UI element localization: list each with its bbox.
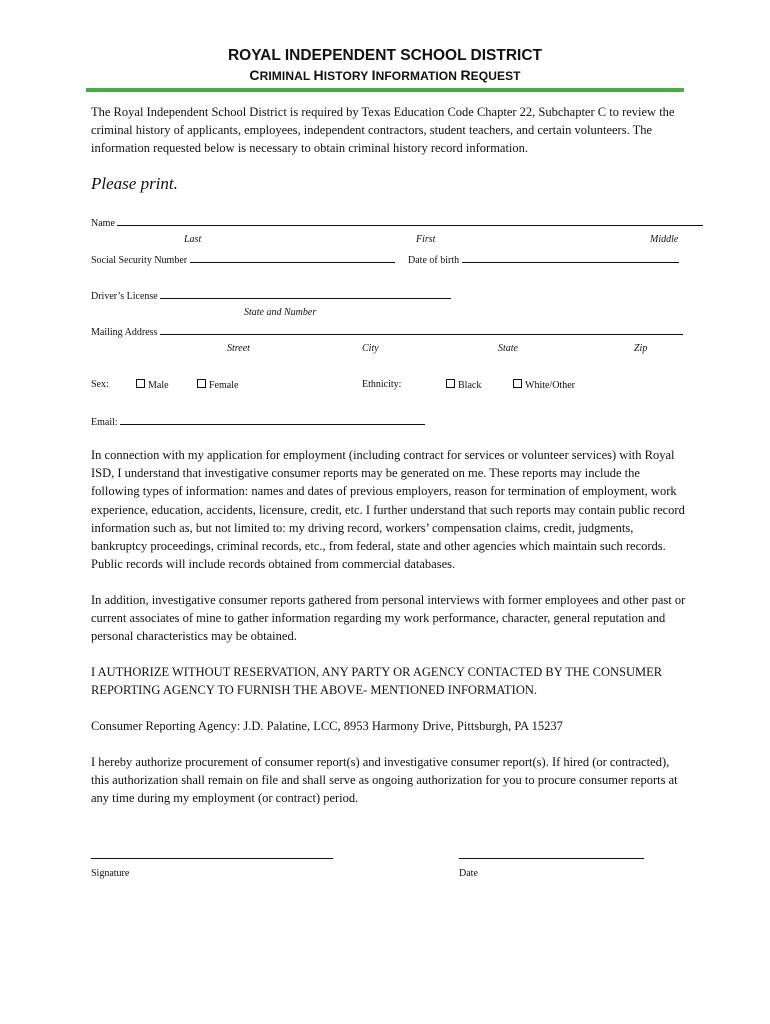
name-field-row	[91, 216, 703, 229]
please-print-note: Please print.	[91, 174, 178, 193]
drivers-license-label: Driver’s License	[91, 291, 158, 302]
email-label: Email:	[91, 417, 118, 428]
subtitle-word: REQUEST	[460, 67, 521, 83]
name-input-line[interactable]	[117, 216, 703, 226]
consent-paragraph-2: In addition, investigative consumer reports gathered from personal interviews with former employees and other past or current associates of mine to gather information regarding my work performance, character, general reputation and personal characteristics may be obtained.	[91, 593, 686, 644]
ssn-input-line[interactable]	[190, 253, 395, 263]
drivers-license-sublabel: State and Number	[244, 307, 317, 318]
drivers-license-input-line[interactable]	[160, 289, 451, 299]
email-input-line[interactable]	[120, 415, 425, 425]
consumer-reporting-agency: Consumer Reporting Agency: J.D. Palatine, LCC, 8953 Harmony Drive, Pittsburgh, PA 15237	[91, 719, 563, 733]
sex-option-male[interactable]: Male	[136, 379, 169, 391]
dob-input-line[interactable]	[462, 253, 679, 263]
consent-paragraph-1: In connection with my application for employment (including contract for services or volunteer services) with Royal ISD, I understand that investigative consumer reports may be generated on me. These reports may include the following types of information: names and dates of previous employers, reason for termination of employment, work experience, education, accidents, licensure, credit, etc. I further understand that such reports may contain public record information such as, but not limited to: my driving record, workers’ compensation claims, credit, judgments, bankruptcy proceedings, criminal records, etc., from federal, state and other agencies which maintain such records. Public records will include records obtained from commercial databases.	[91, 448, 685, 572]
checkbox-icon[interactable]	[513, 379, 522, 388]
sex-option-female[interactable]: Female	[197, 379, 238, 391]
signature-input-line[interactable]	[91, 858, 333, 859]
sex-label: Sex:	[91, 379, 109, 390]
header-divider	[86, 88, 684, 92]
mailing-address-field-row	[91, 325, 683, 338]
subtitle-word: INFORMATION	[371, 67, 458, 83]
mailing-address-input-line[interactable]	[160, 325, 683, 335]
email-field-row	[91, 415, 425, 428]
dob-label: Date of birth	[408, 255, 460, 266]
name-sublabel-first: First	[416, 234, 436, 245]
ssn-label: Social Security Number	[91, 255, 188, 266]
intro-paragraph: The Royal Independent School District is required by Texas Education Code Chapter 22, Subchapter C to review the criminal history of applicants, employees, independent contractors, student teachers, and certain volunteers. The information requested below is necessary to obtain criminal history record information.	[91, 105, 675, 156]
ethnicity-label: Ethnicity:	[362, 379, 402, 390]
ssn-field-row	[91, 253, 395, 266]
checkbox-icon[interactable]	[197, 379, 206, 388]
mailing-sublabel-city: City	[362, 343, 379, 354]
checkbox-icon[interactable]	[446, 379, 455, 388]
subtitle-word: CRIMINAL	[249, 67, 311, 83]
mailing-sublabel-state: State	[498, 343, 518, 354]
name-label: Name	[91, 218, 115, 229]
name-sublabel-middle: Middle	[650, 234, 679, 245]
subtitle-word: HISTORY	[313, 67, 369, 83]
date-input-line[interactable]	[459, 858, 644, 859]
drivers-license-field-row	[91, 289, 451, 302]
mailing-sublabel-zip: Zip	[634, 343, 648, 354]
document-subtitle	[0, 67, 770, 83]
mailing-address-label: Mailing Address	[91, 327, 158, 338]
mailing-sublabel-street: Street	[227, 343, 250, 354]
authorization-statement: I AUTHORIZE WITHOUT RESERVATION, ANY PARTY OR AGENCY CONTACTED BY THE CONSUMER REPORTING AGENCY TO FURNISH THE ABOVE- MENTIONED INFORMATION.	[91, 665, 663, 698]
checkbox-icon[interactable]	[136, 379, 145, 388]
name-sublabel-last: Last	[184, 234, 202, 245]
ethnicity-option-white-other[interactable]: White/Other	[513, 379, 575, 391]
document-title: ROYAL INDEPENDENT SCHOOL DISTRICT	[227, 47, 543, 64]
authorization-paragraph: I hereby authorize procurement of consumer report(s) and investigative consumer report(s). If hired (or contracted), this authorization shall remain on file and shall serve as ongoing authorization for you to procure consumer reports at any time during my employment (or contract) period.	[91, 755, 678, 806]
signature-label: Signature	[91, 868, 130, 879]
ethnicity-option-black[interactable]: Black	[446, 379, 481, 391]
date-label: Date	[459, 868, 478, 879]
dob-field-row	[408, 253, 679, 266]
